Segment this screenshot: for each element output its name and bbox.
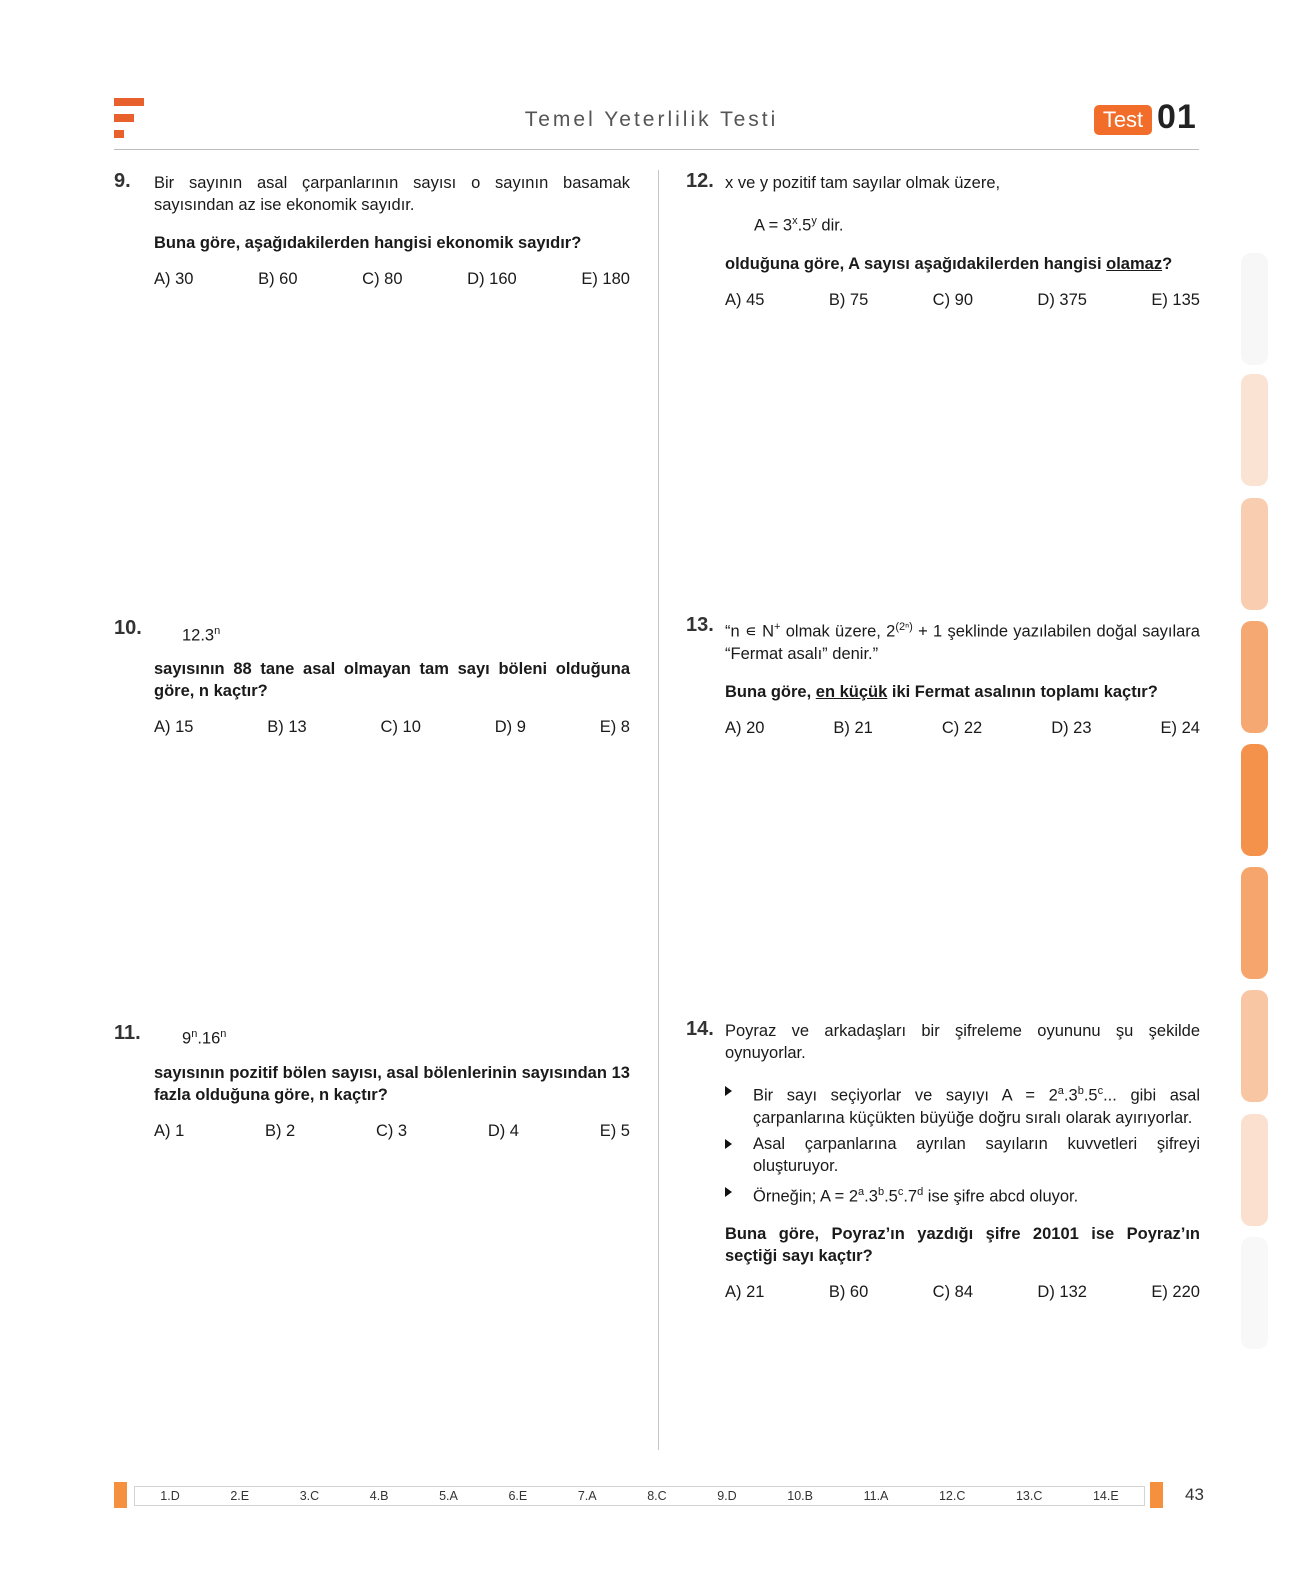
question-11-choices [154,1122,630,1141]
choice-c[interactable]: C) 90 [932,290,974,309]
choice-a[interactable]: A) 21 [725,1283,765,1301]
question-9-number: 9. [114,170,131,192]
choice-e[interactable]: E) 8 [599,718,630,736]
question-14-choices [725,1283,1200,1302]
choice-c[interactable]: C) 10 [380,718,421,736]
question-14-rules [725,1080,1200,1207]
question-14-number: 14. [686,1018,714,1040]
question-10-expression: 12.3$^n$ [182,625,221,645]
choice-d[interactable]: D) 160 [467,270,517,288]
question-9-text: Bir sayının asal çarpanlarının sayısı o sayının basamak sayısından az ise ekonomik sayıdır. [154,174,630,214]
rule-item: Bir sayı seçiyorlar ve sayıyı $A = 2^a.3^b.5^c$... gibi asal çarpanlarına küçükten büyüğe doğru sıralı olarak ayırıyorlar. [725,1080,1200,1129]
section-tab[interactable] [1241,744,1268,856]
question-12 [725,172,1200,310]
question-10 [154,658,630,737]
question-11-number: 11. [114,1022,141,1044]
question-13-text: “n ∊ N+ olmak üzere, $2^{(2^n)} + 1$ şeklinde yazılabilen doğal sayılara “Fermat asalı” denir.” [725,621,1200,663]
choice-a[interactable]: A) 30 [154,270,194,288]
footer-accent-left [114,1482,127,1508]
choice-e[interactable]: E) 220 [1151,1283,1200,1301]
answer-key-item: 2.E [230,1489,250,1503]
section-tab[interactable] [1241,498,1268,610]
choice-b[interactable]: B) 13 [267,718,307,736]
rule-item: Asal çarpanlarına ayrılan sayıların kuvvetleri şifreyi oluşturuyor. [725,1133,1200,1177]
question-9-prompt: Buna göre, aşağıdakilerden hangisi ekonomik sayıdır? [154,234,582,252]
choice-a[interactable]: A) 15 [154,718,194,736]
choice-d[interactable]: D) 4 [487,1122,519,1140]
choice-e[interactable]: E) 180 [581,270,630,288]
question-14-prompt: Buna göre, Poyraz’ın yazdığı şifre 20101 ise Poyraz’ın seçtiği sayı kaçtır? [725,1225,1200,1265]
answer-key-item: 6.E [508,1489,528,1503]
column-divider [658,170,659,1450]
choice-e[interactable]: E) 5 [599,1122,630,1140]
choice-d[interactable]: D) 23 [1051,718,1092,737]
choice-b[interactable]: B) 75 [828,290,869,309]
answer-key-item: 4.B [369,1489,389,1503]
section-tab[interactable] [1241,374,1268,486]
answer-key-item: 10.B [787,1489,813,1503]
choice-b[interactable]: B) 21 [833,718,873,737]
choice-a[interactable]: A) 1 [154,1122,185,1140]
choice-b[interactable]: B) 60 [828,1283,869,1301]
answer-key-item: 9.D [717,1489,737,1503]
page-number: 43 [1185,1485,1204,1504]
choice-e[interactable]: E) 135 [1151,290,1200,309]
choice-c[interactable]: C) 84 [932,1283,974,1301]
choice-c[interactable]: C) 3 [375,1122,408,1140]
choice-c[interactable]: C) 80 [362,270,403,288]
answer-key-item: 12.C [938,1489,966,1503]
answer-key-item: 1.D [160,1489,180,1503]
choice-b[interactable]: B) 60 [258,270,298,288]
question-11 [154,1062,630,1141]
question-14 [725,1020,1200,1302]
answer-key-item: 7.A [577,1489,597,1503]
question-12-prompt: olduğuna göre, A sayısı aşağıdakilerden hangisi olamaz? [725,254,1173,273]
answer-key-item: 8.C [647,1489,667,1503]
answer-key [134,1486,1145,1506]
choice-b[interactable]: B) 2 [264,1122,296,1140]
triangle-bullet-icon [725,1187,732,1197]
question-10-number: 10. [114,617,142,639]
question-13-prompt: Buna göre, en küçük iki Fermat asalının toplamı kaçtır? [725,682,1158,701]
question-12-number: 12. [686,170,714,192]
question-11-prompt: sayısının pozitif bölen sayısı, asal bölenlerinin sayısından 13 fazla olduğuna göre, n kaçtır? [154,1064,630,1104]
answer-key-item: 5.A [439,1489,458,1503]
test-number: 01 [1157,98,1197,136]
question-11-expression: 9$^n$.16$^n$ [182,1028,227,1048]
section-tab[interactable] [1241,990,1268,1102]
question-10-choices [154,718,630,737]
answer-key-item: 11.A [863,1489,889,1503]
question-9 [154,172,630,289]
question-10-prompt: sayısının 88 tane asal olmayan tam sayı böleni olduğuna göre, n kaçtır? [154,660,630,700]
answer-key-item: 13.C [1015,1489,1043,1503]
triangle-bullet-icon [725,1086,732,1096]
choice-a[interactable]: A) 45 [725,290,765,309]
question-9-choices [154,270,630,289]
question-14-text: Poyraz ve arkadaşları bir şifreleme oyununu şu şekilde oynuyorlar. [725,1022,1200,1062]
page-title: Temel Yeterlilik Testi [524,108,779,131]
question-13-number: 13. [686,614,714,636]
section-tab[interactable] [1241,253,1268,365]
section-tab[interactable] [1241,867,1268,979]
choice-d[interactable]: D) 9 [494,718,526,736]
question-13-choices [725,719,1200,738]
header-divider [114,149,1199,150]
choice-e[interactable]: E) 24 [1160,718,1200,737]
section-tab[interactable] [1241,1237,1268,1349]
test-badge: Test [1094,105,1152,135]
choice-c[interactable]: C) 22 [941,718,983,737]
rule-item: Örneğin; $A = 2^a.3^b.5^c.7^d$ ise şifre abcd oluyor. [725,1181,1200,1208]
question-12-text: x ve y pozitif tam sayılar olmak üzere, [725,174,1001,192]
choice-d[interactable]: D) 132 [1037,1283,1087,1301]
question-13 [725,616,1200,738]
choice-d[interactable]: D) 375 [1037,290,1087,309]
question-12-formula: $A = 3^x.5^y$ dir. [754,215,844,235]
footer-accent-right [1150,1482,1163,1508]
answer-key-item: 3.C [299,1489,320,1503]
choice-a[interactable]: A) 20 [725,718,765,737]
section-tab[interactable] [1241,1114,1268,1226]
question-12-choices [725,291,1200,310]
triangle-bullet-icon [725,1139,732,1149]
answer-key-item: 14.E [1092,1489,1119,1503]
section-tab[interactable] [1241,621,1268,733]
